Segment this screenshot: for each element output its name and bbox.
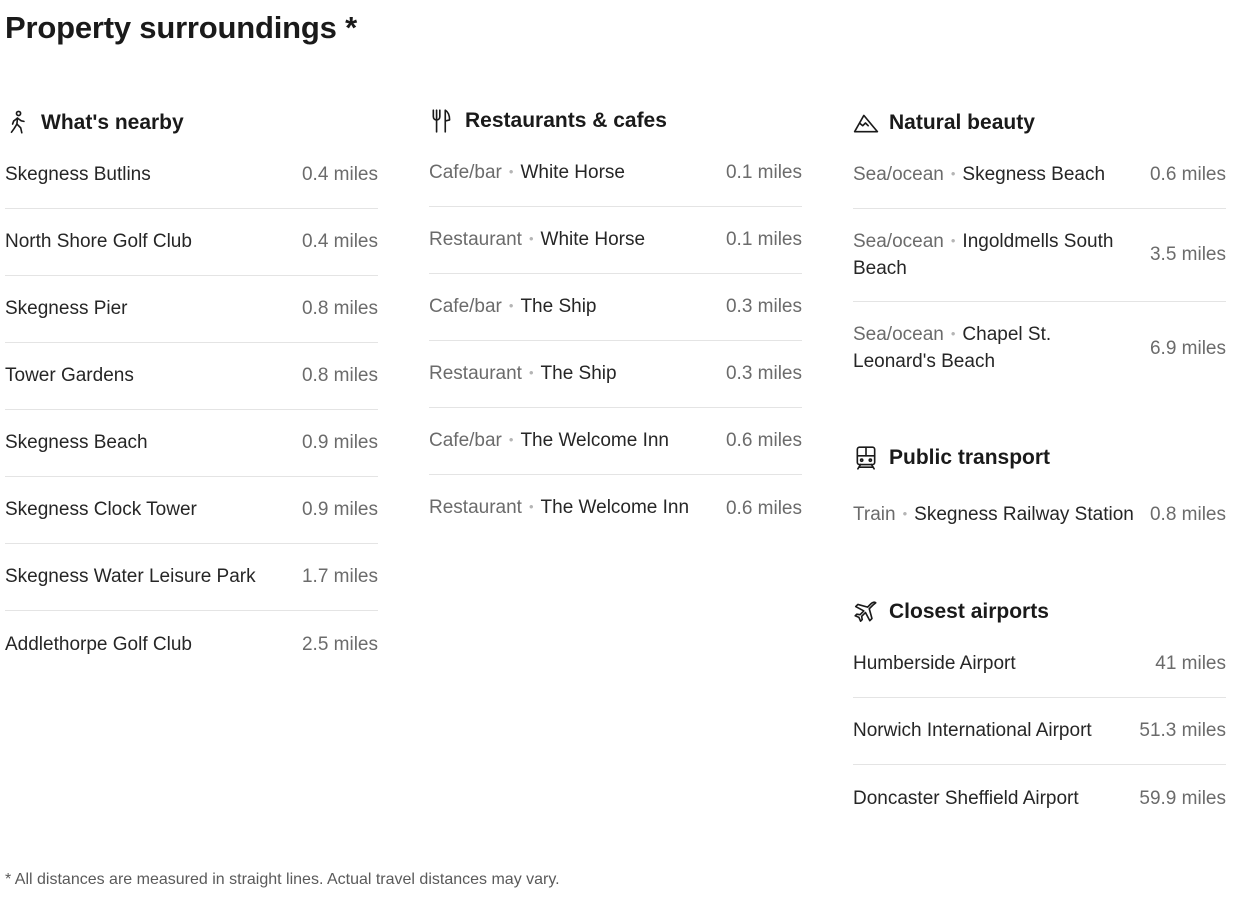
place-name: The Welcome Inn bbox=[540, 497, 690, 518]
whats-nearby-list bbox=[5, 142, 378, 678]
place-name: Ingoldmells South Beach bbox=[853, 230, 1114, 279]
place-label bbox=[853, 502, 1148, 529]
place-distance: 2.5 miles bbox=[301, 633, 378, 655]
place-name: Skegness Railway Station bbox=[914, 503, 1134, 525]
place-category: Train bbox=[853, 503, 896, 525]
place-name: Skegness Beach bbox=[962, 163, 1106, 185]
place-distance: 0.4 miles bbox=[301, 231, 378, 252]
separator-dot: • bbox=[528, 499, 534, 514]
place-distance: 6.9 miles bbox=[1149, 337, 1226, 359]
mountain-icon bbox=[853, 110, 879, 136]
whats-nearby-title: What's nearby bbox=[41, 111, 184, 134]
place-distance: 0.6 miles bbox=[725, 497, 802, 519]
separator-dot: • bbox=[950, 326, 956, 341]
place-category: Cafe/bar bbox=[429, 161, 502, 183]
place-category: Restaurant bbox=[429, 362, 522, 384]
train-icon bbox=[853, 445, 879, 471]
place-distance: 3.5 miles bbox=[1149, 244, 1226, 265]
right-column bbox=[853, 104, 1226, 832]
whats-nearby-header bbox=[5, 104, 378, 142]
natural-beauty-list bbox=[853, 142, 1226, 395]
place-label bbox=[853, 322, 1150, 375]
list-item bbox=[853, 698, 1226, 765]
place-category: Sea/ocean bbox=[853, 163, 944, 185]
separator-dot: • bbox=[508, 431, 514, 447]
list-item bbox=[853, 142, 1226, 209]
airport-name: Humberside Airport bbox=[853, 653, 1016, 674]
separator-dot: • bbox=[528, 364, 534, 380]
natural-beauty-title: Natural beauty bbox=[889, 111, 1035, 134]
list-item bbox=[429, 408, 802, 475]
airport-distance: 51.3 miles bbox=[1139, 720, 1226, 741]
whats-nearby-section bbox=[5, 104, 378, 678]
place-distance: 1.7 miles bbox=[301, 566, 378, 587]
place-distance: 0.3 miles bbox=[725, 296, 802, 317]
place-category: Cafe/bar bbox=[429, 429, 502, 451]
airport-name: Doncaster Sheffield Airport bbox=[853, 787, 1079, 809]
restaurants-list bbox=[429, 140, 802, 542]
list-item bbox=[429, 274, 802, 341]
closest-airports-title: Closest airports bbox=[889, 600, 1049, 623]
place-category: Sea/ocean bbox=[853, 324, 944, 345]
closest-airports-list bbox=[853, 631, 1226, 832]
place-name: White Horse bbox=[520, 161, 625, 183]
place-distance: 0.9 miles bbox=[301, 432, 378, 453]
separator-dot: • bbox=[950, 232, 956, 248]
place-category: Restaurant bbox=[429, 497, 522, 518]
place-distance: 0.8 miles bbox=[1149, 504, 1226, 525]
fork-knife-icon bbox=[429, 108, 455, 134]
airplane-icon bbox=[853, 599, 879, 625]
list-item bbox=[5, 544, 378, 611]
place-name: The Ship bbox=[540, 362, 617, 384]
place-distance: 0.3 miles bbox=[725, 363, 802, 384]
list-item bbox=[5, 142, 378, 209]
place-distance: 0.1 miles bbox=[725, 162, 802, 183]
place-name: The Welcome Inn bbox=[520, 429, 669, 451]
place-name: Chapel St. Leonard's Beach bbox=[853, 324, 1052, 372]
separator-dot: • bbox=[528, 230, 534, 246]
place-label bbox=[429, 495, 703, 522]
place-distance: 0.6 miles bbox=[725, 430, 802, 451]
place-distance: 0.4 miles bbox=[301, 164, 378, 185]
public-transport-section bbox=[853, 439, 1226, 553]
walking-person-icon bbox=[5, 110, 31, 136]
place-label bbox=[429, 361, 631, 388]
natural-beauty-section bbox=[853, 104, 1226, 395]
place-name: North Shore Golf Club bbox=[5, 231, 192, 252]
list-item bbox=[853, 302, 1226, 395]
page-title: Property surroundings * bbox=[5, 10, 357, 45]
place-distance: 0.1 miles bbox=[725, 229, 802, 250]
list-item bbox=[429, 207, 802, 274]
place-label bbox=[429, 294, 610, 321]
separator-dot: • bbox=[508, 163, 514, 179]
closest-airports-header bbox=[853, 593, 1226, 631]
place-label bbox=[429, 227, 659, 254]
place-distance: 0.9 miles bbox=[301, 499, 378, 520]
place-distance: 0.6 miles bbox=[1149, 164, 1226, 185]
place-name: Skegness Pier bbox=[5, 298, 128, 319]
place-distance: 0.8 miles bbox=[301, 298, 378, 319]
list-item bbox=[429, 475, 802, 542]
airport-distance: 59.9 miles bbox=[1139, 787, 1226, 809]
place-label bbox=[853, 162, 1119, 189]
place-name: The Ship bbox=[520, 295, 597, 317]
place-name: Skegness Butlins bbox=[5, 164, 151, 185]
place-category: Restaurant bbox=[429, 228, 522, 250]
natural-beauty-header bbox=[853, 104, 1226, 142]
restaurants-title: Restaurants & cafes bbox=[465, 109, 667, 132]
place-name: Skegness Water Leisure Park bbox=[5, 566, 256, 587]
list-item bbox=[5, 410, 378, 477]
restaurants-section bbox=[429, 102, 802, 542]
place-name: Tower Gardens bbox=[5, 365, 134, 386]
list-item bbox=[5, 477, 378, 544]
public-transport-title: Public transport bbox=[889, 446, 1051, 469]
airport-name: Norwich International Airport bbox=[853, 720, 1092, 741]
place-category: Cafe/bar bbox=[429, 295, 502, 317]
separator-dot: • bbox=[902, 505, 908, 521]
list-item bbox=[5, 343, 378, 410]
place-name: White Horse bbox=[540, 228, 646, 250]
list-item bbox=[853, 765, 1226, 832]
airport-distance: 41 miles bbox=[1155, 653, 1226, 674]
place-name: Skegness Beach bbox=[5, 432, 148, 453]
list-item bbox=[853, 477, 1226, 553]
place-label bbox=[429, 428, 683, 455]
separator-dot: • bbox=[508, 297, 514, 313]
list-item bbox=[5, 209, 378, 276]
list-item bbox=[853, 209, 1226, 302]
list-item bbox=[5, 611, 378, 678]
public-transport-header bbox=[853, 439, 1226, 477]
place-label bbox=[429, 160, 639, 187]
separator-dot: • bbox=[950, 165, 956, 181]
distance-footnote: * All distances are measured in straight lines. Actual travel distances may vary. bbox=[5, 871, 560, 888]
list-item bbox=[429, 140, 802, 207]
list-item bbox=[429, 341, 802, 408]
list-item bbox=[5, 276, 378, 343]
place-name: Addlethorpe Golf Club bbox=[5, 633, 192, 655]
public-transport-list bbox=[853, 477, 1226, 553]
place-category: Sea/ocean bbox=[853, 230, 944, 252]
place-name: Skegness Clock Tower bbox=[5, 499, 197, 520]
place-distance: 0.8 miles bbox=[301, 365, 378, 386]
place-label bbox=[853, 229, 1150, 282]
list-item bbox=[853, 631, 1226, 698]
closest-airports-section bbox=[853, 593, 1226, 832]
restaurants-header bbox=[429, 102, 802, 140]
